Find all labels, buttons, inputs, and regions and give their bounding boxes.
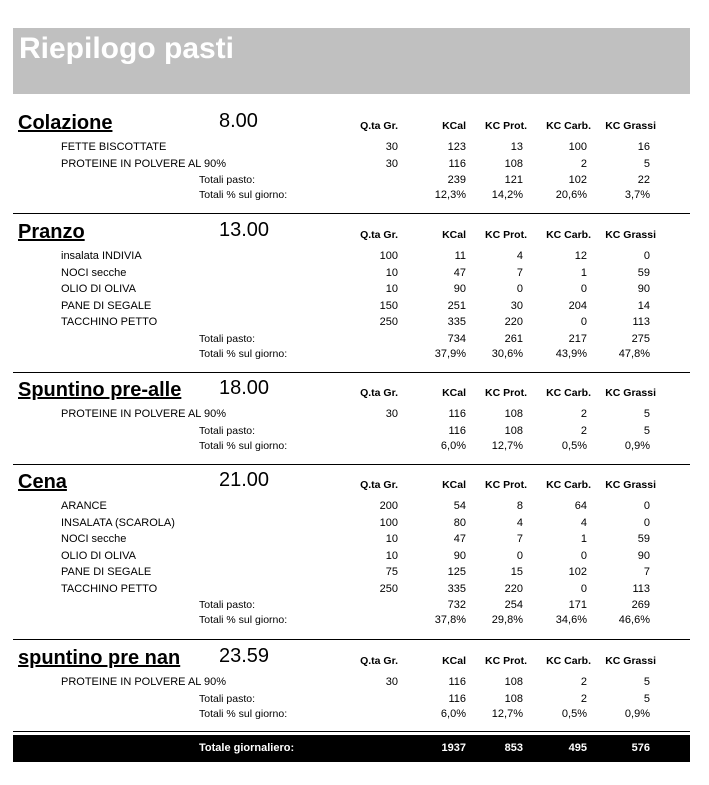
meal-time: 21.00 — [219, 469, 270, 491]
prot-header: KC Prot. — [485, 387, 527, 399]
food-name: PROTEINE IN POLVERE AL 90% — [61, 676, 227, 688]
food-carb: 0 — [580, 283, 587, 295]
food-kcal: 251 — [447, 299, 466, 312]
qty-header: Q.ta Gr. — [360, 229, 398, 241]
meal-name: Spuntino pre-alle — [18, 379, 182, 401]
totals-label: Totali pasto: — [199, 424, 256, 437]
percent-fat: 3,7% — [624, 189, 650, 201]
prot-header: KC Prot. — [485, 655, 527, 667]
food-qty: 100 — [379, 516, 398, 529]
percent-carb: 0,5% — [561, 439, 587, 452]
totals-fat: 22 — [637, 174, 650, 186]
meal-name: spuntino pre nan — [18, 647, 181, 669]
percent-label: Totali % sul giorno: — [199, 614, 288, 626]
food-row — [13, 517, 690, 533]
food-row — [13, 158, 690, 174]
totals-kcal: 116 — [448, 692, 466, 705]
food-kcal: 335 — [447, 316, 466, 328]
food-prot: 220 — [504, 582, 523, 595]
report-header — [13, 28, 690, 94]
food-fat: 90 — [637, 549, 650, 562]
carb-header: KC Carb. — [546, 229, 591, 241]
food-kcal: 90 — [453, 283, 466, 295]
meal-percent-row — [13, 189, 690, 205]
percent-kcal: 37,9% — [434, 347, 466, 360]
food-carb: 1 — [580, 533, 587, 545]
food-qty: 10 — [385, 533, 398, 545]
food-row — [13, 283, 690, 299]
meal-time: 23.59 — [219, 645, 270, 667]
food-qty: 75 — [385, 566, 398, 578]
kcal-header: KCal — [442, 479, 466, 491]
grand-total-kcal: 1937 — [441, 742, 466, 754]
percent-prot: 30,6% — [491, 347, 523, 360]
page-title: Riepilogo pasti — [19, 32, 235, 65]
food-row — [13, 533, 690, 549]
food-qty: 10 — [385, 283, 398, 295]
food-prot: 7 — [516, 533, 523, 545]
meal-section — [13, 112, 690, 212]
meal-percent-row — [13, 348, 690, 364]
food-carb: 0 — [580, 316, 587, 328]
food-row — [13, 566, 690, 582]
food-row — [13, 250, 690, 266]
section-divider — [13, 639, 690, 640]
food-name: TACCHINO PETTO — [61, 316, 158, 328]
totals-kcal: 734 — [447, 332, 466, 345]
food-prot: 108 — [504, 676, 523, 688]
food-prot: 0 — [516, 549, 523, 562]
food-prot: 4 — [516, 516, 523, 529]
meal-time: 18.00 — [219, 377, 270, 399]
food-carb: 100 — [568, 141, 587, 153]
kcal-header: KCal — [442, 229, 466, 241]
food-prot: 0 — [516, 283, 523, 295]
food-name: TACCHINO PETTO — [61, 582, 158, 595]
food-qty: 30 — [385, 676, 398, 688]
food-prot: 4 — [516, 250, 523, 262]
fat-header: KC Grassi — [605, 479, 656, 491]
food-row — [13, 550, 690, 566]
food-carb: 2 — [580, 408, 587, 420]
food-qty: 250 — [379, 316, 398, 328]
food-row — [13, 583, 690, 599]
fat-header: KC Grassi — [605, 229, 656, 241]
section-divider — [13, 372, 690, 373]
food-qty: 30 — [385, 408, 398, 420]
kcal-header: KCal — [442, 120, 466, 132]
food-prot: 108 — [504, 408, 523, 420]
percent-fat: 46,6% — [618, 614, 650, 626]
meal-totals-row — [13, 174, 690, 190]
food-fat: 7 — [643, 566, 650, 578]
totals-carb: 2 — [580, 692, 587, 705]
food-kcal: 47 — [453, 533, 466, 545]
totals-carb: 102 — [568, 174, 587, 186]
food-name: NOCI secche — [61, 533, 127, 545]
food-row — [13, 267, 690, 283]
percent-carb: 20,6% — [555, 189, 587, 201]
food-fat: 14 — [637, 299, 650, 312]
percent-fat: 47,8% — [618, 347, 650, 360]
food-carb: 102 — [568, 566, 587, 578]
fat-header: KC Grassi — [605, 120, 656, 132]
totals-fat: 269 — [631, 599, 650, 611]
meal-totals-row — [13, 693, 690, 709]
food-kcal: 125 — [447, 566, 466, 578]
food-kcal: 47 — [453, 266, 466, 279]
meal-section — [13, 219, 690, 360]
meal-time: 8.00 — [219, 110, 258, 132]
totals-prot: 108 — [504, 692, 523, 705]
percent-prot: 14,2% — [491, 189, 523, 201]
food-name: FETTE BISCOTTATE — [61, 141, 167, 153]
prot-header: KC Prot. — [485, 229, 527, 241]
totals-kcal: 732 — [447, 599, 466, 611]
food-row — [13, 316, 690, 332]
food-fat: 0 — [643, 516, 650, 529]
totals-label: Totali pasto: — [199, 174, 256, 186]
qty-header: Q.ta Gr. — [360, 387, 398, 399]
food-kcal: 116 — [448, 408, 466, 420]
section-divider — [13, 731, 690, 732]
totals-prot: 261 — [504, 332, 523, 345]
fat-header: KC Grassi — [605, 655, 656, 667]
section-divider — [13, 464, 690, 465]
qty-header: Q.ta Gr. — [360, 655, 398, 667]
food-name: PANE DI SEGALE — [61, 299, 152, 312]
kcal-header: KCal — [442, 387, 466, 399]
kcal-header: KCal — [442, 655, 466, 667]
food-fat: 90 — [637, 283, 650, 295]
percent-carb: 43,9% — [555, 347, 587, 360]
food-prot: 7 — [516, 266, 523, 279]
totals-kcal: 239 — [447, 174, 466, 186]
grand-total-carb: 495 — [568, 742, 587, 754]
food-fat: 5 — [643, 157, 650, 170]
meal-totals-row — [13, 425, 690, 441]
food-qty: 100 — [379, 250, 398, 262]
totals-kcal: 116 — [448, 424, 466, 437]
totals-label: Totali pasto: — [199, 692, 256, 705]
meal-percent-row — [13, 708, 690, 724]
food-row — [13, 676, 690, 692]
percent-kcal: 37,8% — [434, 614, 466, 626]
food-name: PROTEINE IN POLVERE AL 90% — [61, 157, 227, 170]
meal-percent-row — [13, 440, 690, 456]
prot-header: KC Prot. — [485, 479, 527, 491]
totals-prot: 254 — [504, 599, 523, 611]
meal-section — [13, 469, 690, 626]
meal-name: Cena — [18, 471, 67, 493]
meal-name: Colazione — [18, 112, 113, 134]
food-prot: 108 — [504, 157, 523, 170]
carb-header: KC Carb. — [546, 655, 591, 667]
food-kcal: 116 — [448, 157, 466, 170]
fat-header: KC Grassi — [605, 387, 656, 399]
food-qty: 30 — [385, 157, 398, 170]
food-kcal: 116 — [448, 676, 466, 688]
food-kcal: 11 — [454, 250, 466, 262]
food-qty: 250 — [379, 582, 398, 595]
grand-total-prot: 853 — [504, 742, 523, 754]
percent-kcal: 6,0% — [440, 439, 466, 452]
totals-label: Totali pasto: — [199, 332, 256, 345]
food-kcal: 54 — [453, 500, 466, 512]
totals-carb: 2 — [580, 424, 587, 437]
food-kcal: 335 — [447, 582, 466, 595]
meal-section — [13, 647, 690, 747]
meal-totals-row — [13, 333, 690, 349]
food-fat: 0 — [643, 500, 650, 512]
food-carb: 204 — [568, 299, 587, 312]
food-kcal: 80 — [453, 516, 466, 529]
percent-fat: 0,9% — [624, 707, 650, 720]
totals-carb: 171 — [568, 599, 587, 611]
food-fat: 59 — [637, 533, 650, 545]
food-prot: 15 — [510, 566, 523, 578]
food-prot: 30 — [510, 299, 523, 312]
totals-label: Totali pasto: — [199, 599, 256, 611]
meal-name: Pranzo — [18, 221, 85, 243]
food-name: ARANCE — [61, 500, 107, 512]
food-name: PANE DI SEGALE — [61, 566, 152, 578]
food-name: OLIO DI OLIVA — [61, 549, 136, 562]
food-carb: 0 — [580, 582, 587, 595]
prot-header: KC Prot. — [485, 120, 527, 132]
qty-header: Q.ta Gr. — [360, 120, 398, 132]
percent-label: Totali % sul giorno: — [199, 347, 288, 360]
carb-header: KC Carb. — [546, 479, 591, 491]
food-prot: 8 — [516, 500, 523, 512]
food-row — [13, 141, 690, 157]
food-qty: 150 — [379, 299, 398, 312]
totals-prot: 121 — [504, 174, 523, 186]
food-qty: 200 — [379, 500, 398, 512]
food-carb: 1 — [580, 266, 587, 279]
food-carb: 2 — [580, 676, 587, 688]
percent-label: Totali % sul giorno: — [199, 707, 288, 720]
food-fat: 16 — [637, 141, 650, 153]
qty-header: Q.ta Gr. — [360, 479, 398, 491]
percent-kcal: 6,0% — [440, 707, 466, 720]
food-carb: 2 — [580, 157, 587, 170]
percent-carb: 0,5% — [561, 707, 587, 720]
food-fat: 113 — [632, 582, 650, 595]
totals-prot: 108 — [504, 424, 523, 437]
percent-prot: 12,7% — [491, 439, 523, 452]
totals-carb: 217 — [568, 332, 587, 345]
percent-label: Totali % sul giorno: — [199, 189, 288, 201]
food-kcal: 123 — [447, 141, 466, 153]
food-qty: 10 — [385, 266, 398, 279]
meal-percent-row — [13, 614, 690, 630]
totals-fat: 275 — [631, 332, 650, 345]
food-fat: 59 — [637, 266, 650, 279]
food-fat: 5 — [643, 676, 650, 688]
grand-total-bar — [13, 735, 690, 762]
food-carb: 4 — [580, 516, 587, 529]
food-fat: 5 — [643, 408, 650, 420]
food-name: OLIO DI OLIVA — [61, 283, 136, 295]
food-prot: 220 — [504, 316, 523, 328]
meal-totals-row — [13, 599, 690, 615]
totals-fat: 5 — [643, 424, 650, 437]
food-carb: 12 — [574, 250, 587, 262]
food-prot: 13 — [510, 141, 523, 153]
food-name: INSALATA (SCAROLA) — [61, 516, 175, 529]
grand-total-label: Totale giornaliero: — [199, 742, 295, 754]
meal-time: 13.00 — [219, 219, 270, 241]
food-name: insalata INDIVIA — [61, 250, 142, 262]
food-kcal: 90 — [453, 549, 466, 562]
food-fat: 113 — [632, 316, 650, 328]
food-fat: 0 — [643, 250, 650, 262]
food-carb: 64 — [574, 500, 587, 512]
grand-total-fat: 576 — [631, 742, 650, 754]
food-carb: 0 — [580, 549, 587, 562]
food-name: PROTEINE IN POLVERE AL 90% — [61, 408, 227, 420]
food-row — [13, 408, 690, 424]
totals-fat: 5 — [643, 692, 650, 705]
food-name: NOCI secche — [61, 266, 127, 279]
percent-kcal: 12,3% — [434, 189, 466, 201]
food-qty: 10 — [385, 549, 398, 562]
food-row — [13, 300, 690, 316]
percent-prot: 29,8% — [491, 614, 523, 626]
carb-header: KC Carb. — [546, 120, 591, 132]
percent-label: Totali % sul giorno: — [199, 439, 288, 452]
carb-header: KC Carb. — [546, 387, 591, 399]
section-divider — [13, 213, 690, 214]
percent-prot: 12,7% — [491, 707, 523, 720]
percent-fat: 0,9% — [624, 439, 650, 452]
food-row — [13, 500, 690, 516]
percent-carb: 34,6% — [555, 614, 587, 626]
food-qty: 30 — [385, 141, 398, 153]
